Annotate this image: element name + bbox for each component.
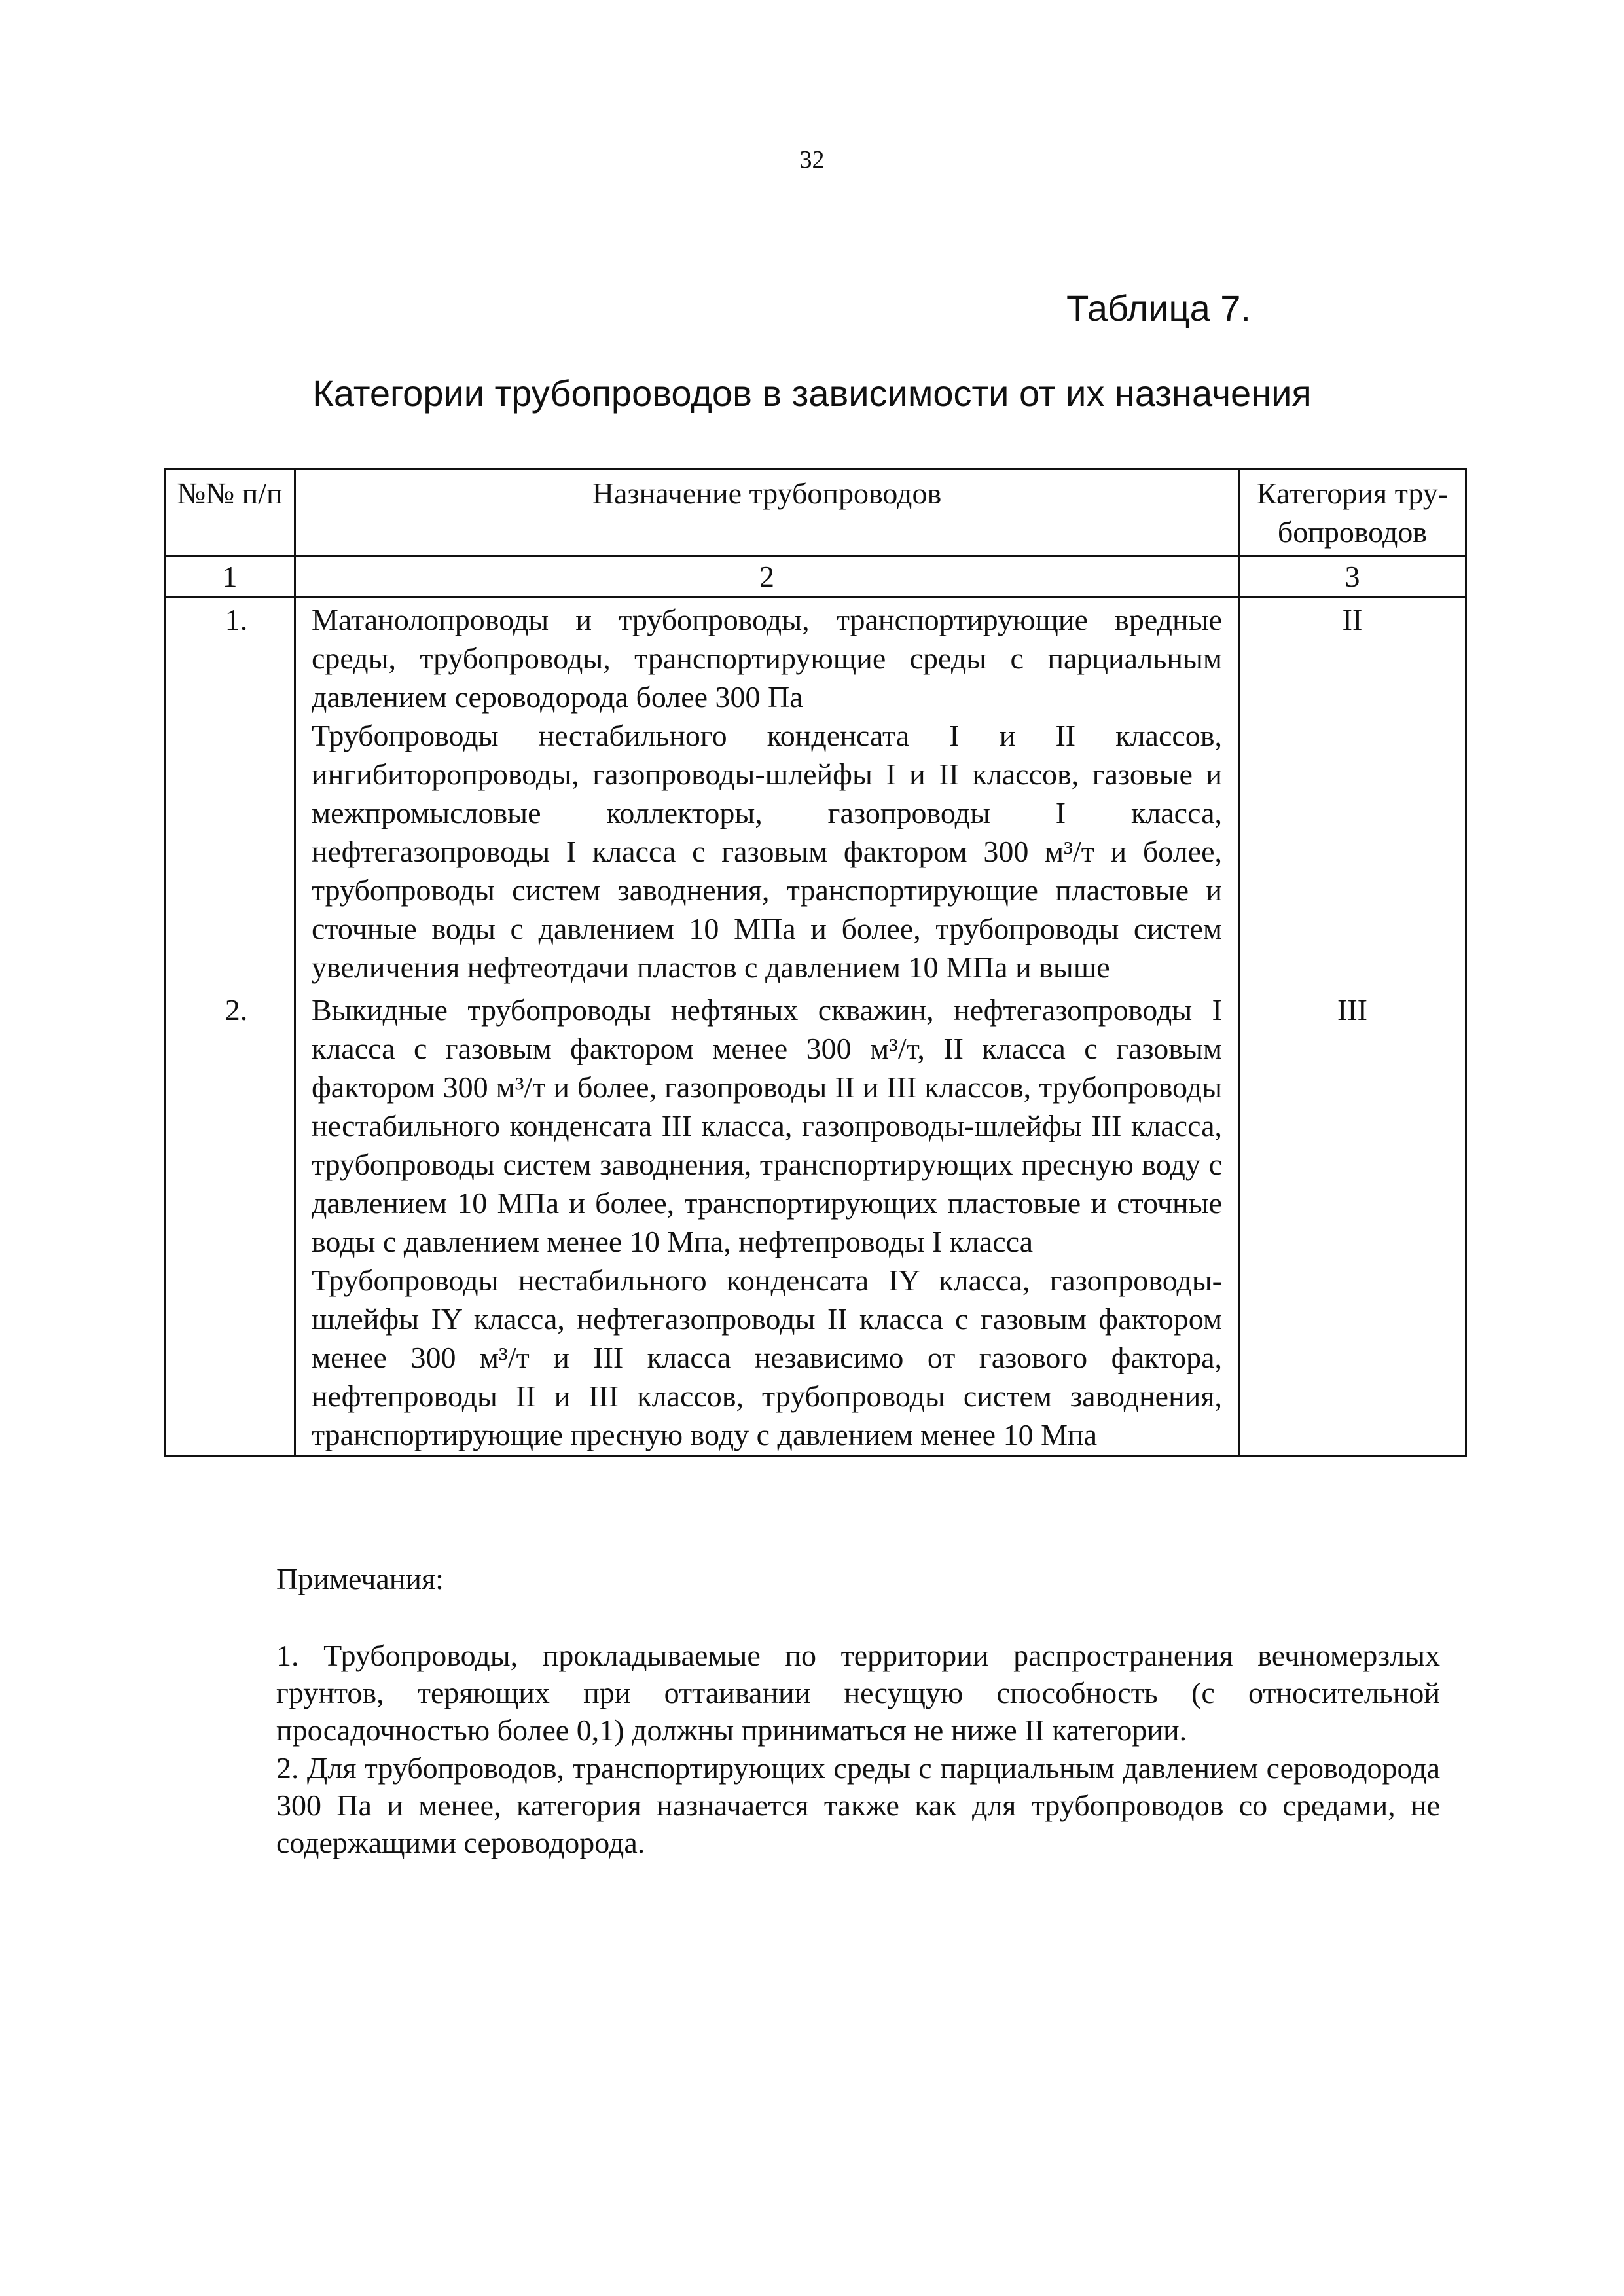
table-title: Категории трубопроводов в зависимости от их назначения <box>312 373 1312 414</box>
column-number: 1 <box>165 556 295 597</box>
note-item: 1. Трубопроводы, прокладываемые по территории распространения вечномерзлых грунтов, теряющих при оттаивании несущую способность (с относительной просадочностью более 0,1) должны приниматься не ниже II категории. <box>276 1639 1440 1747</box>
purpose-cell <box>295 988 1239 1457</box>
table-row <box>165 597 1466 989</box>
row-number-cell <box>165 988 295 1457</box>
pipeline-category-table <box>164 468 1467 1457</box>
column-number: 3 <box>1239 556 1466 597</box>
purpose-text: Трубопроводы нестабильного конденсата IY класса, газопроводы-шлейфы IY класса, нефтегазопроводы II класса с газовым фактором менее 300 м³/т и III класса независимо от газового фактора, нефтепроводы II и III классов, трубопроводы систем заводнения, транспортирующие пресную воду с давлением менее 10 Мпа <box>312 1264 1222 1451</box>
row-number-cell <box>165 597 295 989</box>
purpose-text: Матанолопроводы и трубопроводы, транспортирующие вредные среды, трубопроводы, транспортирующие среды с парциальным давлением сероводорода более 300 Па <box>312 603 1222 714</box>
header-category: Категория тру-бопроводов <box>1239 469 1466 556</box>
notes-title: Примечания: <box>276 1562 444 1595</box>
header-purpose: Назначение трубопроводов <box>295 469 1239 556</box>
header-number: №№ п/п <box>165 469 295 556</box>
row-number: 2. <box>225 993 248 1027</box>
column-number-row <box>165 556 1466 597</box>
category-cell: III <box>1239 988 1466 1457</box>
row-number: 1. <box>225 603 248 636</box>
purpose-cell <box>295 597 1239 989</box>
page-number: 32 <box>799 146 825 173</box>
purpose-text: Трубопроводы нестабильного конденсата I и II классов, ингибиторопроводы, газопроводы-шлейфы I и II классов, газовые и межпромысловые коллекторы, газопроводы I класса, нефтегазопроводы I класса с газовым фактором 300 м³/т и более, трубопроводы систем заводнения, транспортирующие пластовые и сточные воды с давлением 10 МПа и более, трубопроводы систем увеличения нефтеотдачи пластов с давлением 10 МПа и выше <box>312 719 1223 984</box>
category-cell: II <box>1239 597 1466 989</box>
purpose-text: Выкидные трубопроводы нефтяных скважин, нефтегазопроводы I класса с газовым фактором менее 300 м³/т, II класса с газовым фактором 300 м³/т и более, газопроводы II и III классов, трубопроводы нестабильного конденсата III класса, газопроводы-шлейфы III класса, трубопроводы систем заводнения, транспортирующих пресную воду с давлением 10 МПа и более, транспортирующих пластовые и сточные воды с давлением менее 10 Мпа, нефтепроводы I класса <box>312 993 1222 1258</box>
table-label: Таблица 7. <box>1066 287 1251 329</box>
column-number: 2 <box>295 556 1239 597</box>
table-row <box>165 988 1466 1457</box>
note-item: 2. Для трубопроводов, транспортирующих среды с парциальным давлением сероводорода 300 Па и менее, категория назначается также как для трубопроводов со средами, не содержащими сероводорода. <box>276 1751 1440 1859</box>
table-header-row <box>165 469 1466 556</box>
